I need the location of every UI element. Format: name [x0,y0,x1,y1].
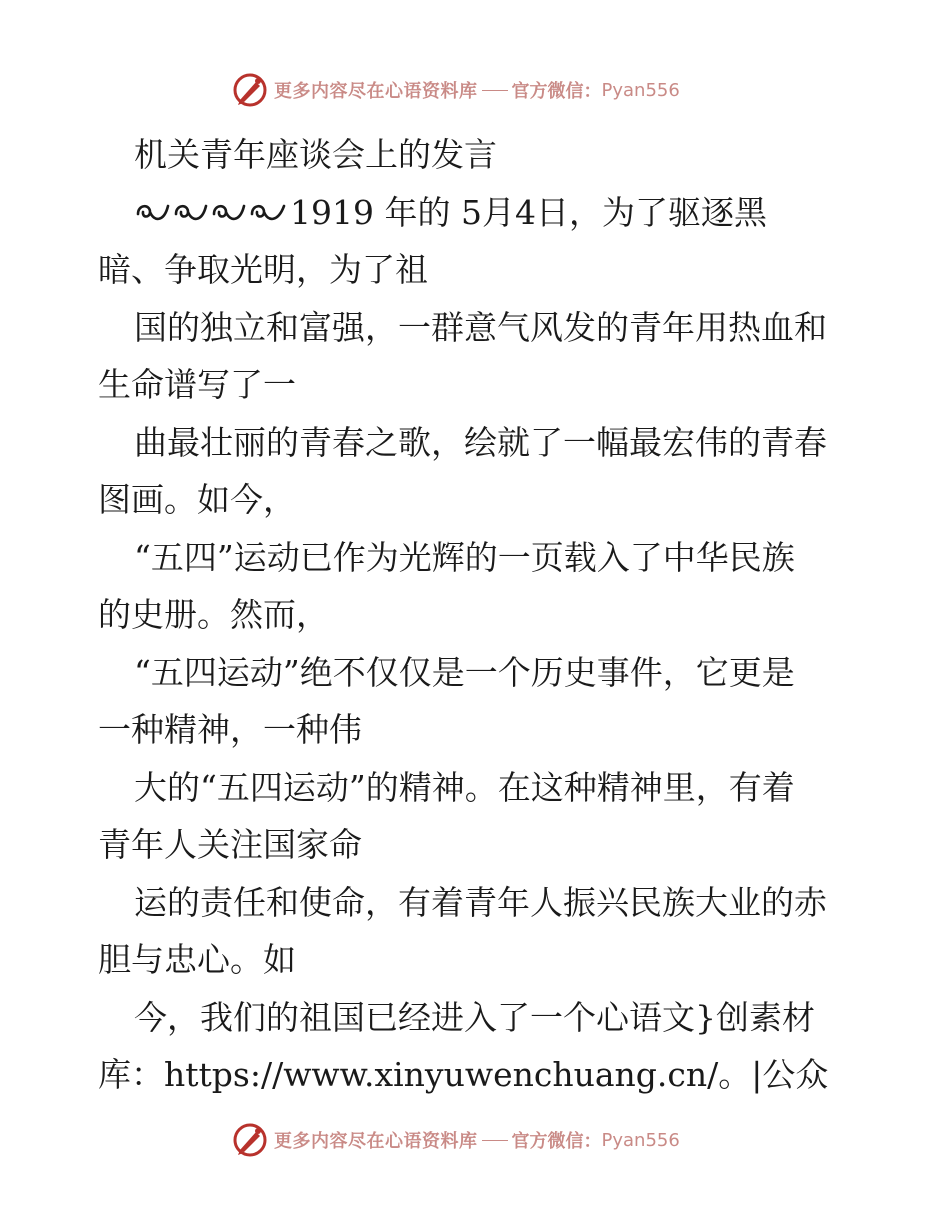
banner-wechat-id: Pyan556 [601,79,680,101]
footer-banner [232,1120,680,1160]
text-line-content: 1919 年的 5月4日，为了驱逐黑 [290,192,767,232]
header-banner [232,70,680,110]
banner-wechat-label: 官方微信： [511,81,602,102]
banner-wechat-label: 官方微信： [511,1131,602,1152]
text-line: 今，我们的祖国已经进入了一个心语文}创素材 [134,997,815,1037]
text-line: 生命谱写了一 [98,365,296,404]
ornament-glyphs-icon [134,196,290,226]
text-line: 图画。如今， [98,480,296,519]
text-line: 的史册。然而， [98,595,329,634]
text-line: 运的责任和使命，有着青年人振兴民族大业的赤 [134,882,827,922]
banner-wechat-id: Pyan556 [601,1129,680,1151]
text-line: “五四”运动已作为光辉的一页载入了中华民族 [134,537,795,577]
text-line: “五四运动”绝不仅仅是一个历史事件，它更是 [134,652,795,692]
text-line: 国的独立和富强，一群意气风发的青年用热血和 [134,307,827,347]
banner-dash [482,1140,508,1141]
banner-slogan: 更多内容尽在心语资料库 [274,1131,478,1152]
document-title: 机关青年座谈会上的发言 [134,135,497,174]
text-line: 胆与忠心。如 [98,940,296,979]
text-line: 暗、争取光明，为了祖 [98,250,428,289]
text-line [98,184,858,242]
pen-logo-icon [232,1122,268,1158]
text-line: 曲最壮丽的青春之歌，绘就了一幅最宏伟的青春 [134,422,827,462]
banner-slogan: 更多内容尽在心语资料库 [274,81,478,102]
text-line: 青年人关注国家命 [98,825,362,864]
text-line: 库：https://www.xinyuwenchuang.cn/。|公众 [98,1055,829,1094]
text-line: 大的“五四运动”的精神。在这种精神里，有着 [134,767,795,807]
pen-logo-icon [232,72,268,108]
document-body [98,126,858,1104]
text-line: 一种精神，一种伟 [98,710,362,749]
banner-dash [482,90,508,91]
